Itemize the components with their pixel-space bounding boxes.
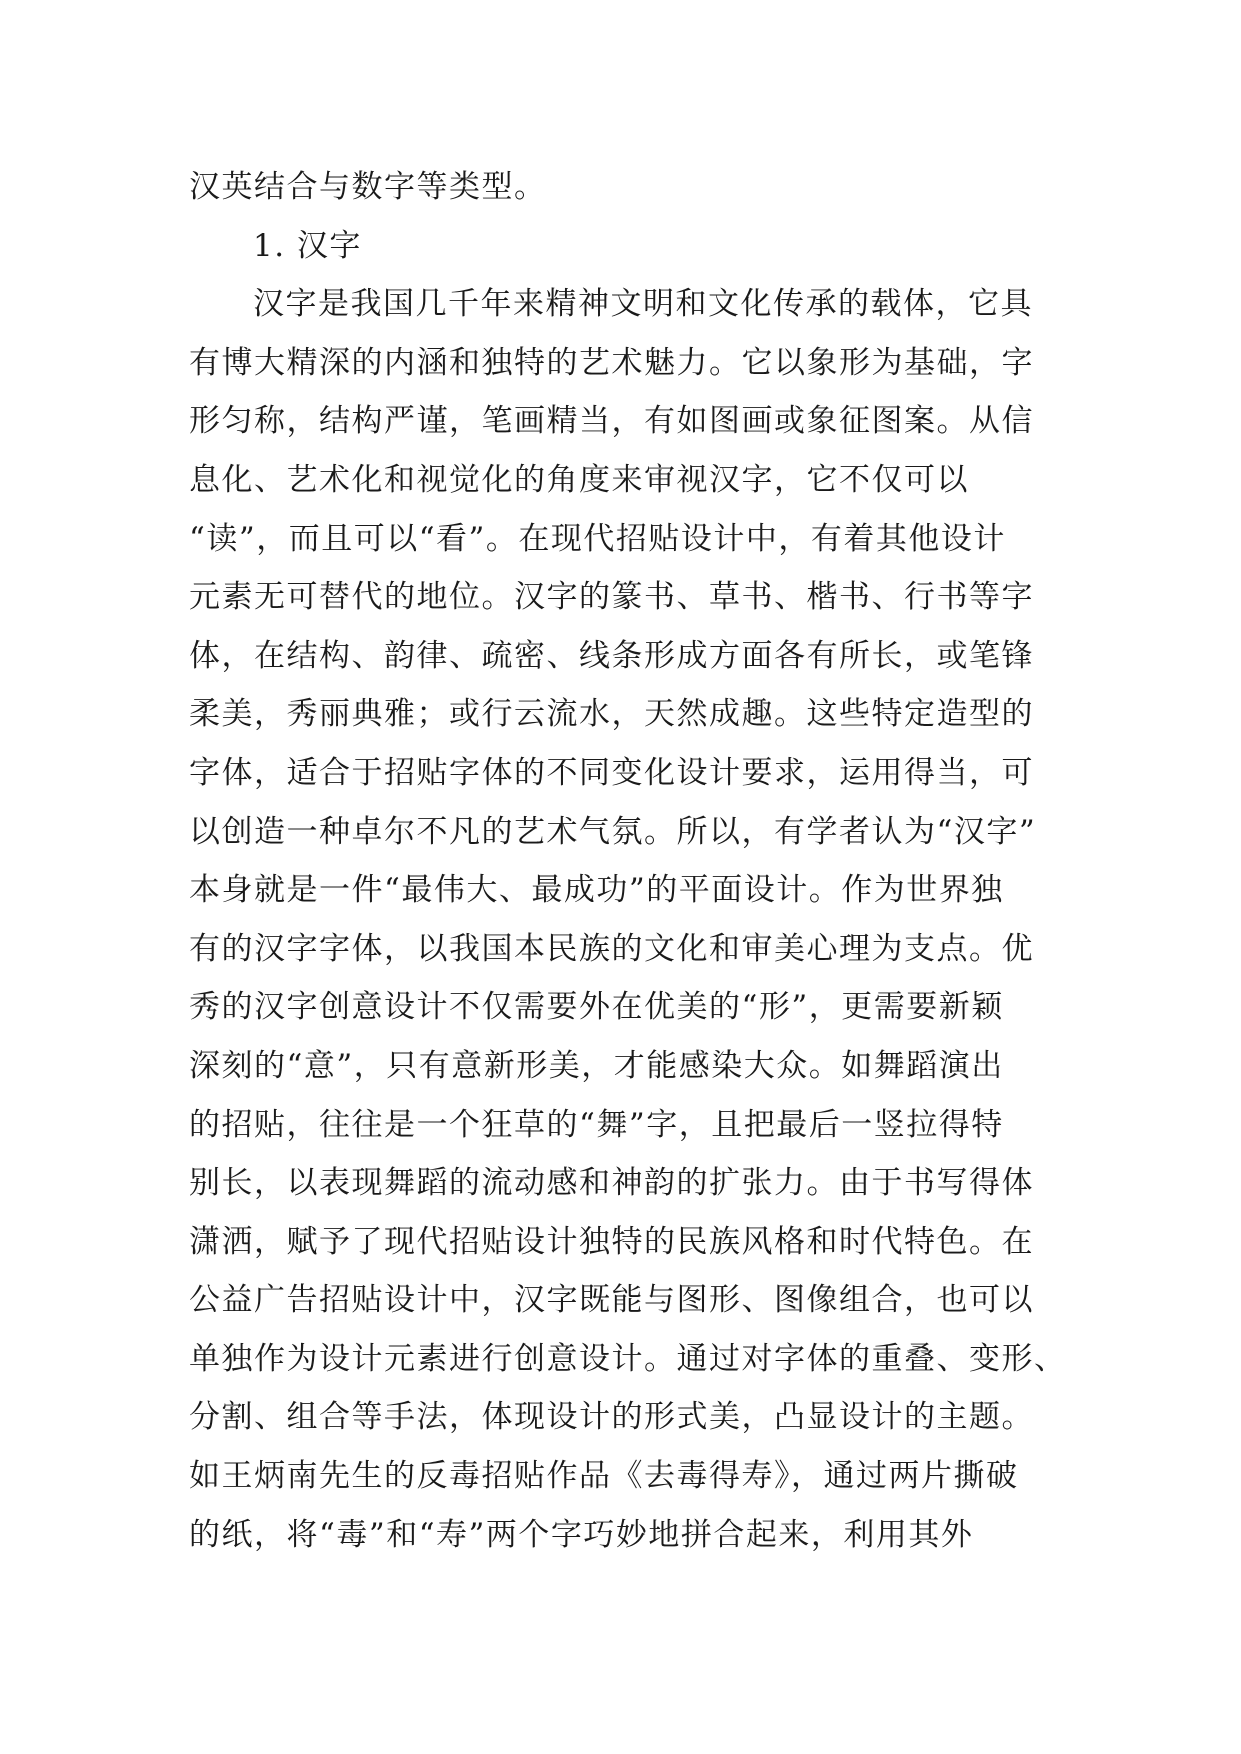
- text-line: 有博大精深的内涵和独特的艺术魅力。它以象形为基础，字: [189, 344, 1034, 381]
- text-line: 深刻的“意”，只有意新形美，才能感染大众。如舞蹈演出: [189, 1047, 1004, 1084]
- text-line: 元素无可替代的地位。汉字的篆书、草书、楷书、行书等字: [189, 579, 1034, 616]
- text-line: 别长，以表现舞蹈的流动感和神韵的扩张力。由于书写得体: [189, 1165, 1034, 1202]
- text-line: 如王炳南先生的反毒招贴作品《去毒得寿》，通过两片撕破: [189, 1458, 1019, 1495]
- text-line: 分割、组合等手法，体现设计的形式美，凸显设计的主题。: [189, 1399, 1034, 1436]
- text-line: 公益广告招贴设计中，汉字既能与图形、图像组合，也可以: [189, 1282, 1034, 1319]
- text-line: 以创造一种卓尔不凡的艺术气氛。所以，有学者认为“汉字”: [189, 813, 1037, 850]
- text-line: 息化、艺术化和视觉化的角度来审视汉字，它不仅可以: [189, 461, 969, 498]
- text-line: 潇洒，赋予了现代招贴设计独特的民族风格和时代特色。在: [189, 1223, 1034, 1260]
- text-line: 汉英结合与数字等类型。: [189, 169, 547, 205]
- text-line: “读”，而且可以“看”。在现代招贴设计中，有着其他设计: [189, 520, 1006, 557]
- text-line: 体，在结构、韵律、疏密、线条形成方面各有所长，或笔锋: [189, 637, 1034, 674]
- text-line: 形匀称，结构严谨，笔画精当，有如图画或象征图案。从信: [189, 403, 1034, 440]
- text-line: 柔美，秀丽典雅；或行云流水，天然成趣。这些特定造型的: [189, 696, 1034, 733]
- text-line: 的招贴，往往是一个狂草的“舞”字，且把最后一竖拉得特: [189, 1106, 1004, 1143]
- text-line: 单独作为设计元素进行创意设计。通过对字体的重叠、变形、: [189, 1340, 1067, 1377]
- paragraph-first-line: 汉字是我国几千年来精神文明和文化传承的载体，它具: [253, 286, 1033, 323]
- text-line: 的纸，将“毒”和“寿”两个字巧妙地拼合起来，利用其外: [189, 1516, 974, 1553]
- text-line: 本身就是一件“最伟大、最成功”的平面设计。作为世界独: [189, 872, 1004, 909]
- body-text: [189, 158, 1069, 1564]
- text-line: 有的汉字字体，以我国本民族的文化和审美心理为支点。优: [189, 930, 1034, 967]
- text-line: 字体，适合于招贴字体的不同变化设计要求，运用得当，可: [189, 754, 1034, 791]
- section-heading: 1. 汉字: [253, 227, 362, 264]
- text-line: 秀的汉字创意设计不仅需要外在优美的“形”，更需要新颖: [189, 989, 1004, 1026]
